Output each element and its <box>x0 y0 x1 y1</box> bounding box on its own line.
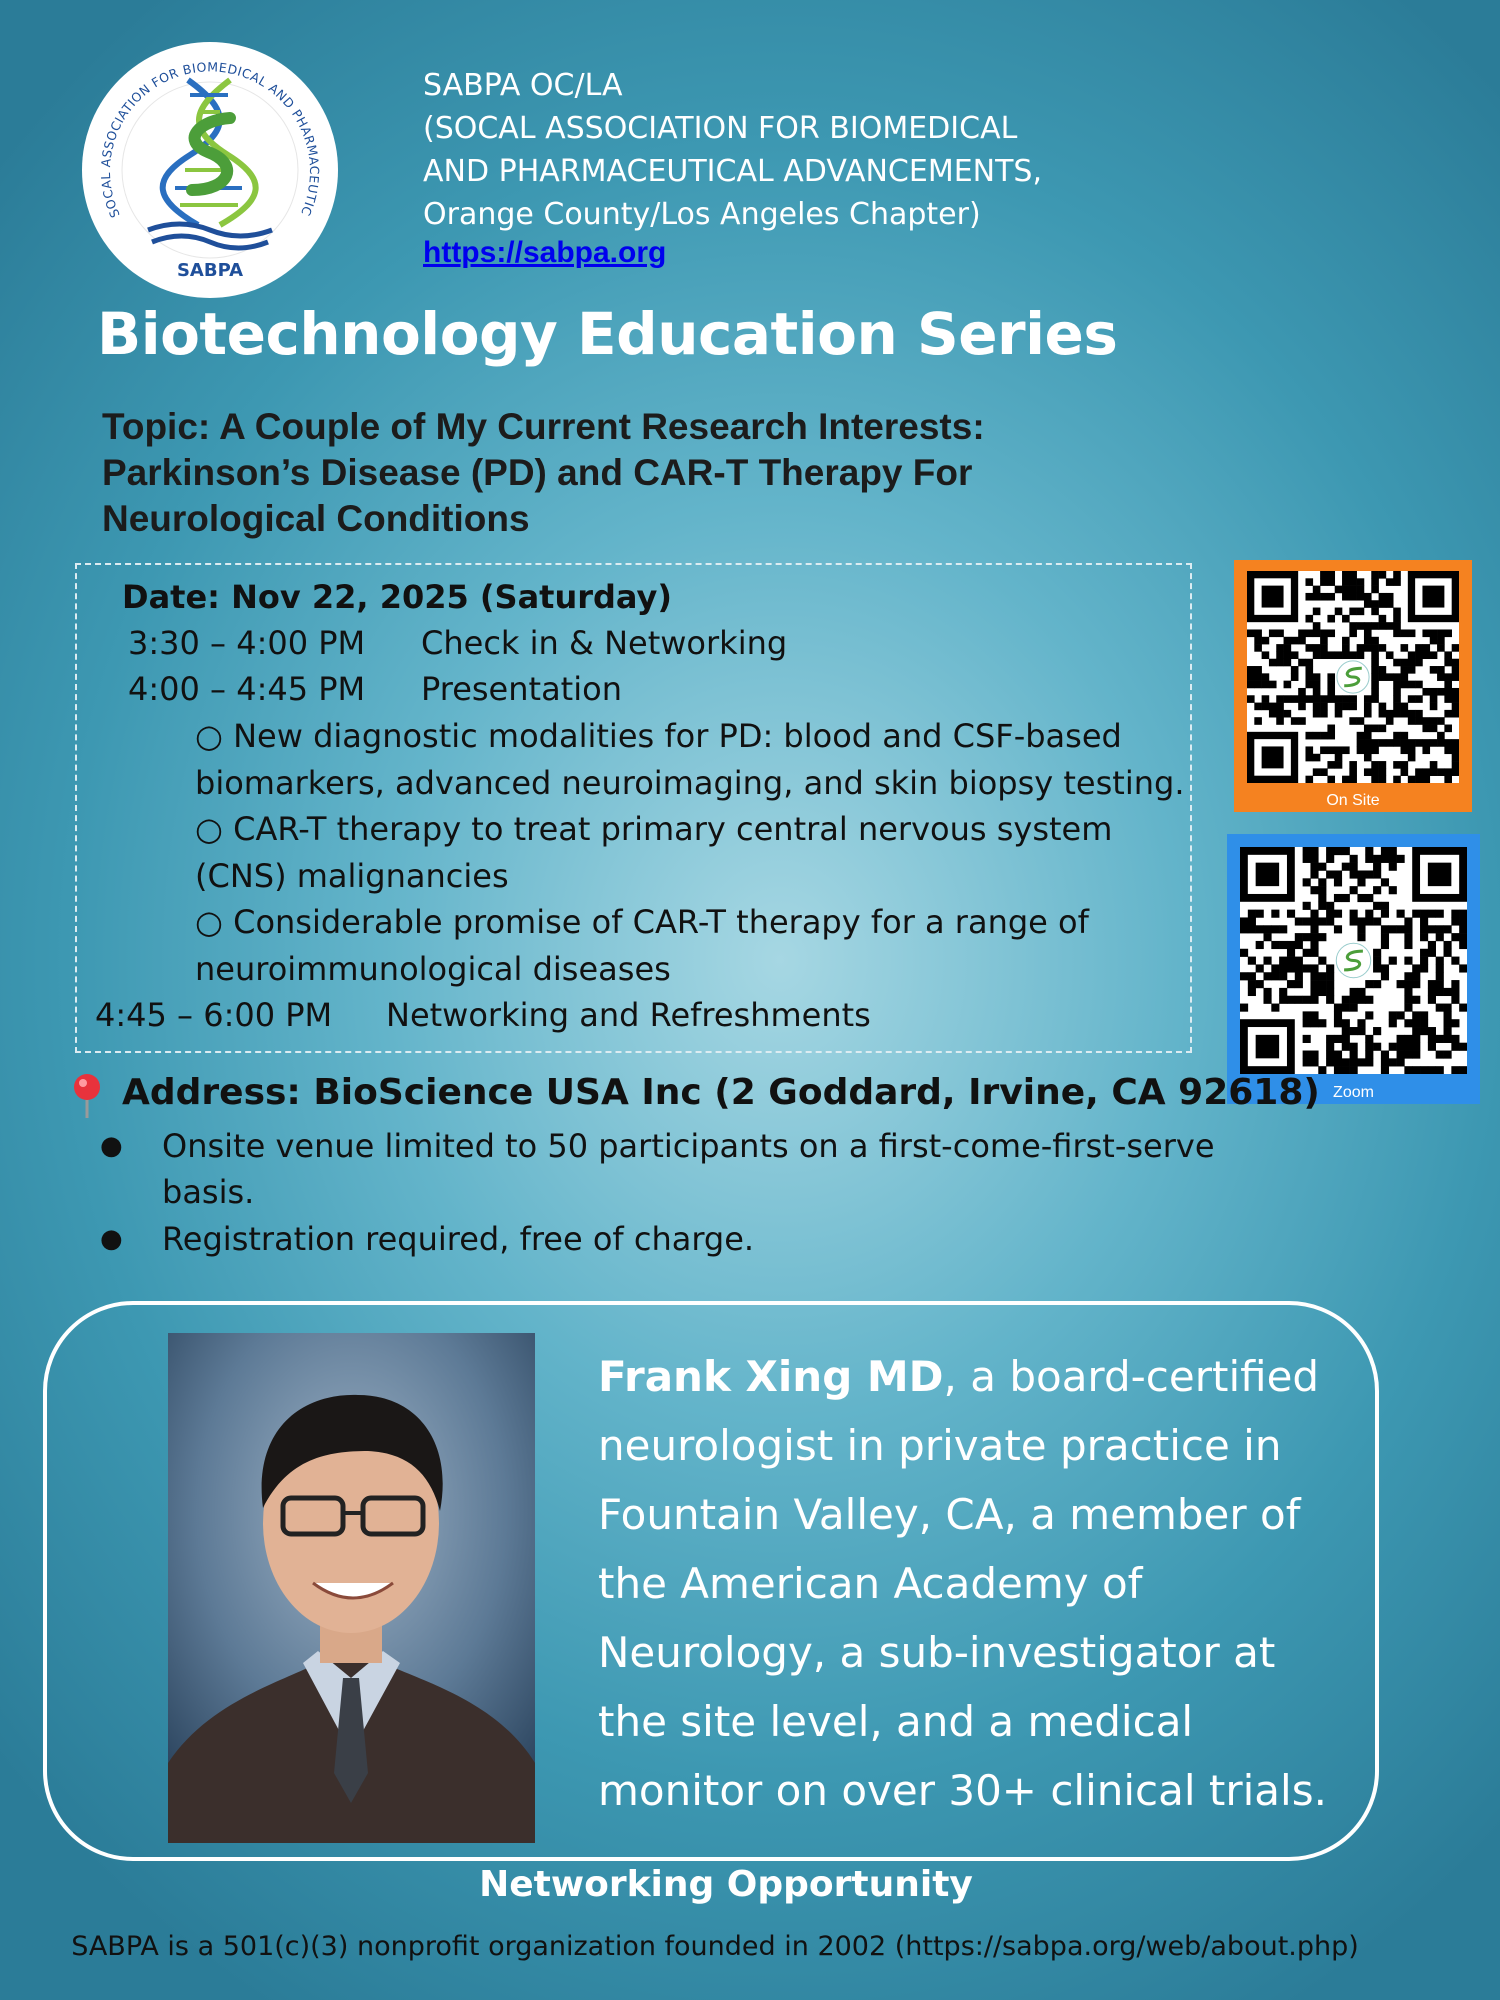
slot3-label: Networking and Refreshments <box>386 996 871 1034</box>
series-title: Biotechnology Education Series <box>97 300 1118 368</box>
bio-line-6: the site level, and a medical <box>598 1697 1194 1746</box>
venue-bullet-1 <box>100 1123 1215 1169</box>
topic-line-3: Neurological Conditions <box>102 498 530 539</box>
qr-onsite-caption: On Site <box>1326 792 1380 809</box>
topic-bullet-2-cont: (CNS) malignancies <box>195 857 509 895</box>
qr-zoom-caption: Zoom <box>1333 1084 1374 1101</box>
qr-zoom-card[interactable] <box>1227 834 1480 1104</box>
slot1-label: Check in & Networking <box>421 624 788 662</box>
qr-onsite-card[interactable] <box>1234 560 1472 812</box>
topic-bullet-1: ○ New diagnostic modalities for PD: blood and CSF-based <box>195 717 1122 755</box>
networking-heading: Networking Opportunity <box>479 1864 973 1905</box>
slot2-time: 4:00 – 4:45 PM <box>128 670 366 708</box>
speaker-bio <box>598 1342 1338 1825</box>
bio-line-2: neurologist in private practice in <box>598 1421 1282 1470</box>
venue-bullet-1-cont: basis. <box>162 1173 255 1211</box>
bio-line-7: monitor on over 30+ clinical trials. <box>598 1766 1327 1815</box>
topic-bullet-3-cont: neuroimmunological diseases <box>195 950 671 988</box>
logo-wordmark: SABPA <box>176 260 244 281</box>
logo-ring-text: SOCAL ASSOCIATION FOR BIOMEDICAL AND PHARMACEUTIC <box>97 59 323 220</box>
venue-bullet-1-text: Onsite venue limited to 50 participants on a first-come-first-serve <box>162 1127 1215 1165</box>
topic-bullet-2: ○ CAR-T therapy to treat primary central nervous system <box>195 810 1113 848</box>
topic-line-2: Parkinson’s Disease (PD) and CAR-T Therapy For <box>102 452 973 493</box>
slot3-time: 4:45 – 6:00 PM <box>95 996 333 1034</box>
venue-bullet-2 <box>100 1216 755 1262</box>
bullet-icon: ● <box>100 1131 123 1161</box>
qr-code-icon <box>1240 847 1467 1074</box>
org-chapter: Orange County/Los Angeles Chapter) <box>423 197 981 232</box>
bio-line-4: the American Academy of <box>598 1559 1143 1608</box>
sabpa-logo <box>80 40 340 300</box>
topic-line-1: Topic: A Couple of My Current Research Interests: <box>102 406 985 447</box>
footer-note: SABPA is a 501(c)(3) nonprofit organization founded in 2002 (https://sabpa.org/web/about.php) <box>71 1931 1359 1962</box>
bio-line-5: Neurology, a sub-investigator at <box>598 1628 1276 1677</box>
org-website-link[interactable]: https://sabpa.org <box>423 236 667 269</box>
topic-bullet-1-cont: biomarkers, advanced neuroimaging, and skin biopsy testing. <box>195 764 1185 802</box>
org-short-name: SABPA OC/LA <box>423 68 623 103</box>
bullet-icon: ● <box>100 1224 123 1254</box>
speaker-name: Frank Xing MD <box>598 1352 944 1401</box>
org-full-name-line1: (SOCAL ASSOCIATION FOR BIOMEDICAL <box>423 111 1018 146</box>
venue-bullet-2-text: Registration required, free of charge. <box>162 1220 755 1258</box>
slot2-label: Presentation <box>421 670 622 708</box>
bio-line-1: , a board-certified <box>943 1352 1320 1401</box>
bio-line-3: Fountain Valley, CA, a member of <box>598 1490 1301 1539</box>
address-text: Address: BioScience USA Inc (2 Goddard, Irvine, CA 92618) <box>122 1072 1320 1113</box>
qr-code-icon <box>1247 571 1459 783</box>
slot1-time: 3:30 – 4:00 PM <box>128 624 366 662</box>
event-date: Date: Nov 22, 2025 (Saturday) <box>122 578 673 616</box>
topic-bullet-3: ○ Considerable promise of CAR-T therapy for a range of <box>195 903 1089 941</box>
speaker-photo <box>168 1333 535 1843</box>
map-pin-icon <box>70 1072 110 1122</box>
org-full-name-line2: AND PHARMACEUTICAL ADVANCEMENTS, <box>423 154 1042 189</box>
